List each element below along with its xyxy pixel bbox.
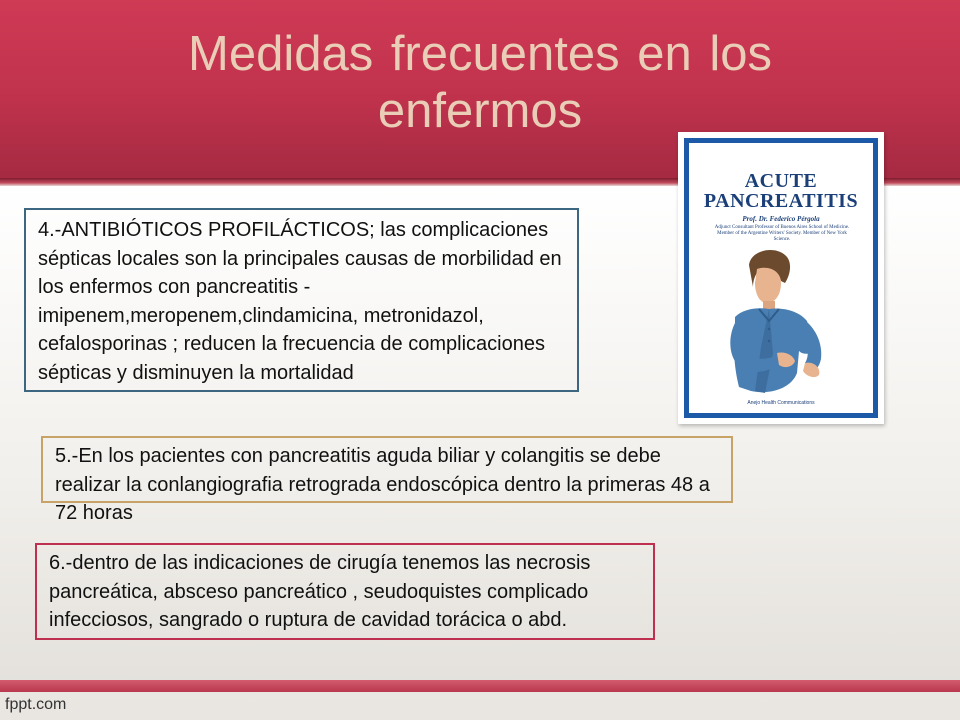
slide-title: Medidas frecuentes en los enfermos	[188, 27, 772, 138]
footer-divider	[0, 680, 960, 692]
book-description: Adjunct Consultant Professor of Buenos Aires School of Medicine. Member of the Argentine Writers' Society. Member of New York Science.	[714, 225, 850, 242]
patient-figure-illustration	[699, 243, 863, 399]
text-box-cholangiography: 5.-En los pacientes con pancreatitis aguda biliar y colangitis se debe realizar la conlangiografia retrograda endoscópica dentro la primeras 48 a 72 horas	[41, 436, 733, 503]
book-cover-panel	[689, 143, 873, 413]
book-title-line1: ACUTE	[744, 170, 818, 192]
text-box-antibiotics: 4.-ANTIBIÓTICOS PROFILÁCTICOS; las complicaciones sépticas locales son la principales causas de morbilidad en los enfermos con pancreatitis -imipenem,meropenem,clindamicina, metronidazol, cefalosporinas ; reducen la frecuencia de complicaciones sépticas y disminuyen la mortalidad	[24, 208, 579, 392]
book-author: Prof. Dr. Federico Pérgola	[742, 215, 820, 223]
book-publisher: Anejo Health Communications	[747, 400, 815, 406]
footer-watermark: fppt.com	[5, 696, 67, 713]
text-box-surgery-indications: 6.-dentro de las indicaciones de cirugía tenemos las necrosis pancreática, absceso pancreático , seudoquistes complicado infecciosos, sangrado o ruptura de cavidad torácica o abd.	[35, 543, 655, 640]
book-title	[689, 171, 873, 211]
book-title-line2: PANCREATITIS	[703, 190, 859, 212]
book-cover-image	[678, 132, 884, 424]
